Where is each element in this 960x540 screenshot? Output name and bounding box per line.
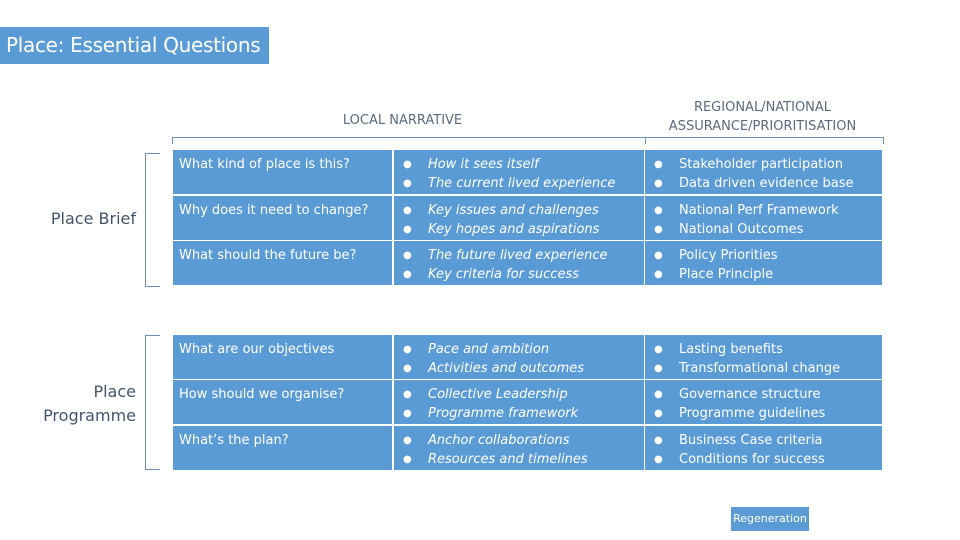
bullet-icon: ● [654,159,663,170]
local-narrative-cell [394,380,644,424]
regional-cell [645,241,882,285]
bullet-icon: ● [403,435,412,446]
regional-cell [645,335,882,379]
question-cell: How should we organise? [173,380,392,424]
bullet-icon: ● [403,159,412,170]
bullet-item [402,340,644,359]
bullet-item [402,265,644,284]
bullet-text: The current lived experience [428,176,616,191]
bullet-text: Programme framework [428,406,579,421]
bullet-text: Key issues and challenges [428,203,599,218]
bullet-item [402,385,644,404]
group-label-line: Place [93,382,136,401]
regional-cell [645,196,882,240]
bullet-icon: ● [403,205,412,216]
bullet-item [653,201,882,220]
bullet-icon: ● [403,363,412,374]
bullet-icon: ● [403,269,412,280]
bullet-text: Pace and ambition [428,342,550,357]
question-cell: What should the future be? [173,241,392,285]
bullet-text: Stakeholder participation [679,157,844,172]
bullet-item [402,155,644,174]
bullet-text: Data driven evidence base [679,176,854,191]
bullet-text: Governance structure [679,387,821,402]
question-cell: What are our objectives [173,335,392,379]
bullet-item [653,220,882,239]
place-programme-bracket [145,335,160,470]
bullet-icon: ● [403,224,412,235]
regional-bracket [645,137,884,144]
bullet-item [402,431,644,450]
group-label-line: Place Brief [50,209,136,228]
regional-cell [645,426,882,470]
bullet-text: Resources and timelines [428,452,588,467]
bullet-text: Anchor collaborations [428,433,570,448]
bullet-item [653,155,882,174]
bullet-text: National Perf Framework [679,203,839,218]
bullet-icon: ● [654,250,663,261]
bullet-item [653,359,882,378]
bullet-item [402,174,644,193]
local-narrative-bracket [172,137,646,144]
question-cell: Why does it need to change? [173,196,392,240]
local-narrative-cell [394,196,644,240]
bullet-text: Transformational change [679,361,841,376]
local-narrative-cell [394,241,644,285]
bullet-icon: ● [654,178,663,189]
bullet-text: Business Case criteria [679,433,823,448]
local-narrative-cell [394,335,644,379]
bullet-text: Activities and outcomes [428,361,585,376]
place-brief-bracket [145,153,160,287]
bullet-icon: ● [403,344,412,355]
bullet-icon: ● [403,250,412,261]
local-narrative-cell [394,426,644,470]
local-narrative-header: LOCAL NARRATIVE [342,113,463,128]
question-cell: What’s the plan? [173,426,392,470]
bullet-item [402,404,644,423]
bullet-icon: ● [654,435,663,446]
question-cell: What kind of place is this? [173,150,392,194]
bullet-icon: ● [654,344,663,355]
regional-header-line-2: ASSURANCE/PRIORITISATION [668,119,857,134]
bullet-item [653,246,882,265]
bullet-item [653,404,882,423]
bullet-text: Place Principle [679,267,774,282]
bullet-icon: ● [654,224,663,235]
bullet-item [653,265,882,284]
regional-cell [645,380,882,424]
bullet-icon: ● [654,408,663,419]
bullet-text: Collective Leadership [428,387,568,402]
bullet-text: Policy Priorities [679,248,778,263]
group-label-place-programme [20,380,136,428]
regeneration-badge: Regeneration [731,507,809,531]
bullet-item [653,450,882,469]
bullet-item [402,359,644,378]
bullet-item [402,201,644,220]
bullet-item [653,385,882,404]
bullet-icon: ● [403,454,412,465]
regional-cell [645,150,882,194]
bullet-text: How it sees itself [428,157,539,172]
bullet-icon: ● [654,454,663,465]
bullet-item [653,174,882,193]
bullet-icon: ● [403,389,412,400]
page-title: Place: Essential Questions [0,27,269,64]
bullet-text: National Outcomes [679,222,804,237]
bullet-text: Programme guidelines [679,406,826,421]
group-label-line: Programme [43,406,136,425]
bullet-text: Key criteria for success [428,267,579,282]
bullet-item [402,246,644,265]
bullet-icon: ● [403,408,412,419]
bullet-item [402,450,644,469]
group-label-place-brief [20,207,136,231]
bullet-icon: ● [654,363,663,374]
regional-header-line-1: REGIONAL/NATIONAL [693,100,832,115]
bullet-icon: ● [654,389,663,400]
bullet-text: The future lived experience [428,248,608,263]
bullet-text: Conditions for success [679,452,825,467]
bullet-icon: ● [403,178,412,189]
bullet-icon: ● [654,269,663,280]
bullet-item [653,340,882,359]
bullet-text: Key hopes and aspirations [428,222,600,237]
bullet-text: Lasting benefits [679,342,783,357]
bullet-item [653,431,882,450]
local-narrative-cell [394,150,644,194]
regional-header [640,98,885,136]
bullet-icon: ● [654,205,663,216]
bullet-item [402,220,644,239]
